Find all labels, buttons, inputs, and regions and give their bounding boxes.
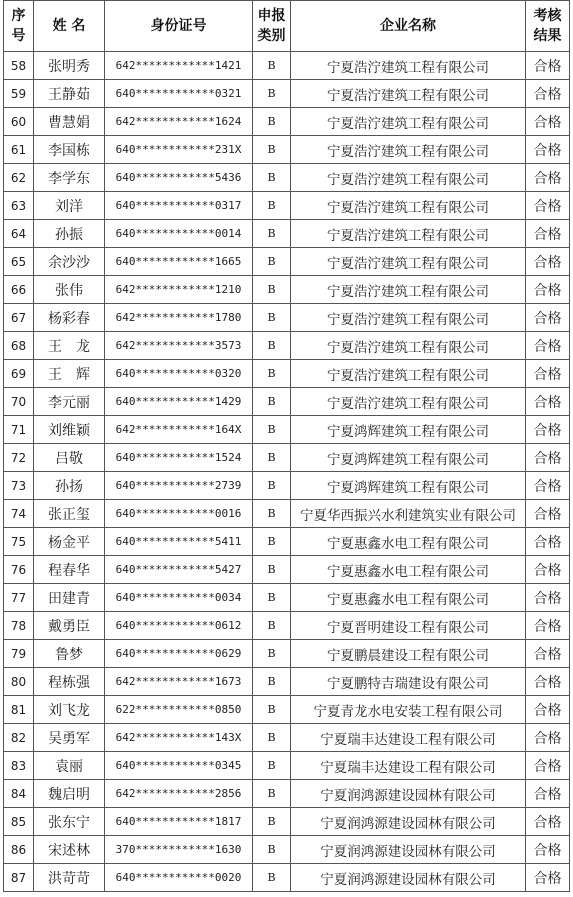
row-category: B [253,388,291,416]
row-result: 合格 [526,444,570,472]
row-result: 合格 [526,52,570,80]
row-id-number: 642************143X [105,724,253,752]
row-result: 合格 [526,584,570,612]
row-name: 孙振 [34,220,105,248]
row-category: B [253,108,291,136]
table-row [4,248,570,276]
row-id-number: 642************1210 [105,276,253,304]
row-result: 合格 [526,80,570,108]
row-result: 合格 [526,724,570,752]
table-row [4,864,570,892]
row-company: 宁夏润鸿源建设园林有限公司 [291,864,526,892]
row-category: B [253,696,291,724]
table-row [4,80,570,108]
row-id-number: 642************1624 [105,108,253,136]
row-seq: 63 [4,192,34,220]
row-result: 合格 [526,248,570,276]
row-name: 戴勇臣 [34,612,105,640]
row-seq: 69 [4,360,34,388]
table-row [4,836,570,864]
header-category: 申报 类别 [253,1,291,52]
row-company: 宁夏晋明建设工程有限公司 [291,612,526,640]
table-row [4,276,570,304]
row-name: 刘飞龙 [34,696,105,724]
row-id-number: 370************1630 [105,836,253,864]
row-result: 合格 [526,528,570,556]
row-category: B [253,724,291,752]
row-company: 宁夏浩泞建筑工程有限公司 [291,220,526,248]
row-name: 田建青 [34,584,105,612]
row-id-number: 640************0034 [105,584,253,612]
personnel-table [3,0,570,892]
row-seq: 64 [4,220,34,248]
row-result: 合格 [526,360,570,388]
row-seq: 87 [4,864,34,892]
row-id-number: 642************1780 [105,304,253,332]
row-name: 张伟 [34,276,105,304]
row-seq: 68 [4,332,34,360]
row-category: B [253,612,291,640]
row-seq: 81 [4,696,34,724]
row-category: B [253,360,291,388]
row-seq: 71 [4,416,34,444]
row-category: B [253,556,291,584]
row-result: 合格 [526,416,570,444]
row-seq: 74 [4,500,34,528]
row-name: 杨金平 [34,528,105,556]
row-seq: 76 [4,556,34,584]
row-company: 宁夏浩泞建筑工程有限公司 [291,52,526,80]
row-category: B [253,332,291,360]
table-row [4,192,570,220]
row-id-number: 640************0321 [105,80,253,108]
row-category: B [253,752,291,780]
row-result: 合格 [526,108,570,136]
row-result: 合格 [526,276,570,304]
row-name: 张正玺 [34,500,105,528]
row-company: 宁夏润鸿源建设园林有限公司 [291,836,526,864]
row-id-number: 640************231X [105,136,253,164]
row-id-number: 640************2739 [105,472,253,500]
row-category: B [253,220,291,248]
row-category: B [253,136,291,164]
table-row [4,472,570,500]
table-row [4,220,570,248]
row-category: B [253,416,291,444]
row-name: 曹慧娟 [34,108,105,136]
row-seq: 85 [4,808,34,836]
row-category: B [253,276,291,304]
row-id-number: 640************1817 [105,808,253,836]
row-result: 合格 [526,220,570,248]
table-row [4,640,570,668]
table-row [4,444,570,472]
row-result: 合格 [526,752,570,780]
row-name: 王 龙 [34,332,105,360]
table-row [4,416,570,444]
row-name: 吴勇军 [34,724,105,752]
row-name: 李元丽 [34,388,105,416]
row-name: 刘洋 [34,192,105,220]
table-row [4,52,570,80]
row-company: 宁夏浩泞建筑工程有限公司 [291,80,526,108]
row-category: B [253,836,291,864]
table-row [4,500,570,528]
table-row [4,724,570,752]
row-category: B [253,500,291,528]
row-company: 宁夏浩泞建筑工程有限公司 [291,192,526,220]
row-result: 合格 [526,192,570,220]
row-seq: 80 [4,668,34,696]
row-id-number: 640************0014 [105,220,253,248]
row-id-number: 642************2856 [105,780,253,808]
table-row [4,136,570,164]
row-id-number: 640************0629 [105,640,253,668]
row-name: 孙扬 [34,472,105,500]
header-row [4,1,570,52]
row-category: B [253,528,291,556]
row-company: 宁夏瑞丰达建设工程有限公司 [291,724,526,752]
row-seq: 65 [4,248,34,276]
row-result: 合格 [526,780,570,808]
row-seq: 83 [4,752,34,780]
row-id-number: 642************3573 [105,332,253,360]
row-name: 袁丽 [34,752,105,780]
row-seq: 78 [4,612,34,640]
row-name: 张东宁 [34,808,105,836]
row-name: 李国栋 [34,136,105,164]
row-name: 鲁梦 [34,640,105,668]
row-company: 宁夏浩泞建筑工程有限公司 [291,248,526,276]
row-id-number: 640************0317 [105,192,253,220]
row-category: B [253,584,291,612]
row-company: 宁夏浩泞建筑工程有限公司 [291,332,526,360]
row-name: 李学东 [34,164,105,192]
header-company: 企业名称 [291,1,526,52]
row-result: 合格 [526,500,570,528]
row-id-number: 640************0320 [105,360,253,388]
row-result: 合格 [526,612,570,640]
row-result: 合格 [526,332,570,360]
row-seq: 58 [4,52,34,80]
row-seq: 59 [4,80,34,108]
row-id-number: 640************1429 [105,388,253,416]
row-category: B [253,640,291,668]
row-result: 合格 [526,556,570,584]
row-company: 宁夏润鸿源建设园林有限公司 [291,808,526,836]
row-company: 宁夏浩泞建筑工程有限公司 [291,136,526,164]
row-seq: 66 [4,276,34,304]
table-row [4,108,570,136]
row-result: 合格 [526,864,570,892]
row-category: B [253,668,291,696]
table-row [4,780,570,808]
table-row [4,752,570,780]
row-company: 宁夏鸿辉建筑工程有限公司 [291,472,526,500]
row-company: 宁夏惠鑫水电工程有限公司 [291,556,526,584]
row-company: 宁夏鸿辉建筑工程有限公司 [291,444,526,472]
row-seq: 84 [4,780,34,808]
row-company: 宁夏瑞丰达建设工程有限公司 [291,752,526,780]
row-id-number: 640************5427 [105,556,253,584]
row-name: 洪苛苛 [34,864,105,892]
row-company: 宁夏鹏特吉瑞建设有限公司 [291,668,526,696]
row-name: 宋述林 [34,836,105,864]
row-result: 合格 [526,640,570,668]
table-row [4,556,570,584]
row-category: B [253,472,291,500]
row-name: 王静茹 [34,80,105,108]
row-seq: 75 [4,528,34,556]
header-result: 考核 结果 [526,1,570,52]
header-name: 姓 名 [34,1,105,52]
row-name: 魏启明 [34,780,105,808]
row-seq: 79 [4,640,34,668]
row-name: 张明秀 [34,52,105,80]
row-category: B [253,164,291,192]
row-company: 宁夏润鸿源建设园林有限公司 [291,780,526,808]
row-company: 宁夏鹏晨建设工程有限公司 [291,640,526,668]
table-row [4,668,570,696]
row-result: 合格 [526,136,570,164]
row-seq: 70 [4,388,34,416]
row-id-number: 640************5436 [105,164,253,192]
row-seq: 82 [4,724,34,752]
row-result: 合格 [526,304,570,332]
row-result: 合格 [526,696,570,724]
row-company: 宁夏惠鑫水电工程有限公司 [291,528,526,556]
row-category: B [253,80,291,108]
row-id-number: 640************0016 [105,500,253,528]
row-id-number: 640************5411 [105,528,253,556]
row-result: 合格 [526,808,570,836]
row-name: 程春华 [34,556,105,584]
row-company: 宁夏惠鑫水电工程有限公司 [291,584,526,612]
row-result: 合格 [526,164,570,192]
table-row [4,528,570,556]
table-row [4,584,570,612]
row-id-number: 640************1665 [105,248,253,276]
row-category: B [253,444,291,472]
table-body [4,52,570,892]
row-id-number: 640************0345 [105,752,253,780]
row-seq: 77 [4,584,34,612]
row-result: 合格 [526,836,570,864]
row-seq: 67 [4,304,34,332]
row-category: B [253,864,291,892]
table-row [4,360,570,388]
row-result: 合格 [526,668,570,696]
row-id-number: 642************1673 [105,668,253,696]
row-category: B [253,304,291,332]
table-row [4,808,570,836]
table-row [4,332,570,360]
row-seq: 72 [4,444,34,472]
row-id-number: 642************164X [105,416,253,444]
header-id: 身份证号 [105,1,253,52]
row-name: 吕敬 [34,444,105,472]
row-company: 宁夏浩泞建筑工程有限公司 [291,108,526,136]
row-seq: 62 [4,164,34,192]
row-seq: 61 [4,136,34,164]
row-name: 程栋强 [34,668,105,696]
row-name: 王 辉 [34,360,105,388]
table-row [4,696,570,724]
row-result: 合格 [526,388,570,416]
table-row [4,612,570,640]
row-company: 宁夏浩泞建筑工程有限公司 [291,164,526,192]
table-row [4,388,570,416]
row-name: 余沙沙 [34,248,105,276]
row-category: B [253,52,291,80]
row-category: B [253,780,291,808]
row-name: 刘维颖 [34,416,105,444]
row-company: 宁夏浩泞建筑工程有限公司 [291,304,526,332]
row-category: B [253,192,291,220]
row-seq: 86 [4,836,34,864]
row-company: 宁夏鸿辉建筑工程有限公司 [291,416,526,444]
row-id-number: 642************1421 [105,52,253,80]
row-id-number: 640************0020 [105,864,253,892]
row-name: 杨彩春 [34,304,105,332]
row-id-number: 640************0612 [105,612,253,640]
row-id-number: 640************1524 [105,444,253,472]
table-header [4,1,570,52]
row-category: B [253,248,291,276]
row-company: 宁夏青龙水电安装工程有限公司 [291,696,526,724]
header-seq: 序 号 [4,1,34,52]
table-row [4,164,570,192]
row-id-number: 622************0850 [105,696,253,724]
table-row [4,304,570,332]
row-result: 合格 [526,472,570,500]
row-category: B [253,808,291,836]
row-company: 宁夏华西振兴水利建筑实业有限公司 [291,500,526,528]
row-company: 宁夏浩泞建筑工程有限公司 [291,276,526,304]
row-company: 宁夏浩泞建筑工程有限公司 [291,388,526,416]
row-company: 宁夏浩泞建筑工程有限公司 [291,360,526,388]
row-seq: 60 [4,108,34,136]
row-seq: 73 [4,472,34,500]
